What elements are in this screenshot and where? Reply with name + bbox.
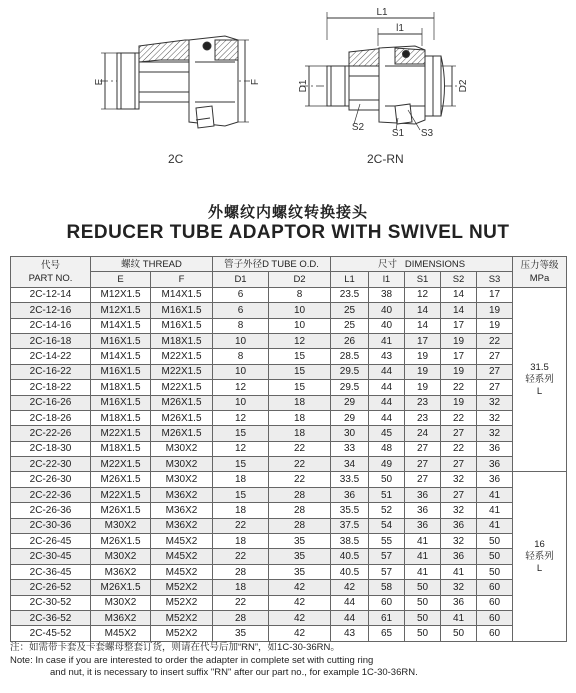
pressure-class-cell [513,472,567,641]
table-cell: M22X1.5 [91,457,151,472]
table-cell: 27 [441,426,477,441]
table-cell: 41 [477,503,513,518]
table-cell: 29 [331,395,369,410]
table-cell: 18 [269,410,331,425]
table-cell: M36X2 [151,503,213,518]
table-cell: M22X1.5 [91,487,151,502]
part-no-cell: 2C-26-36 [11,503,91,518]
table-cell: 35 [269,564,331,579]
table-cell: M45X2 [151,564,213,579]
header-col-d2: D2 [269,272,331,287]
header-thread: 螺纹 THREAD [91,257,213,272]
table-cell: 12 [213,410,269,425]
table-cell: 33.5 [331,472,369,487]
table-cell: 12 [269,333,331,348]
table-cell: 41 [405,564,441,579]
table-cell: M26X1.5 [91,472,151,487]
table-cell: 27 [405,472,441,487]
table-cell: 22 [269,472,331,487]
table-cell: M16X1.5 [151,303,213,318]
table-cell: 28 [213,610,269,625]
table-cell: M16X1.5 [91,333,151,348]
table-cell: M12X1.5 [91,287,151,302]
table-cell: M26X1.5 [151,410,213,425]
table-cell: 48 [369,441,405,456]
table-cell: M16X1.5 [91,364,151,379]
table-cell: 19 [441,333,477,348]
table-cell: 17 [477,287,513,302]
table-cell: 19 [405,380,441,395]
caption-2c: 2C [168,152,184,166]
table-cell: 10 [269,318,331,333]
table-cell: 60 [477,610,513,625]
table-row [11,441,567,456]
table-cell: 54 [369,518,405,533]
dim-label-l1: l1 [396,23,404,34]
table-cell: 41 [405,549,441,564]
header-col-l1-small: l1 [369,272,405,287]
table-cell: 33 [331,441,369,456]
table-cell: M22X1.5 [151,380,213,395]
part-no-cell: 2C-22-30 [11,457,91,472]
table-cell: 40.5 [331,549,369,564]
table-row [11,610,567,625]
table-cell: 36 [477,441,513,456]
table-cell: 19 [405,364,441,379]
table-cell: 28 [269,518,331,533]
table-row [11,287,567,302]
table-cell: 36 [477,472,513,487]
header-col-f: F [151,272,213,287]
table-cell: 41 [405,534,441,549]
table-cell: 23.5 [331,287,369,302]
header-col-s3: S3 [477,272,513,287]
table-cell: 44 [369,380,405,395]
table-cell: 10 [269,303,331,318]
table-cell: 29.5 [331,380,369,395]
table-row [11,303,567,318]
dim-label-s2: S2 [351,122,365,133]
table-row [11,380,567,395]
table-cell: 22 [213,518,269,533]
table-cell: M30X2 [91,518,151,533]
table-cell: M30X2 [151,441,213,456]
table-cell: 19 [441,395,477,410]
header-col-s1: S1 [405,272,441,287]
drawing-2c [100,36,250,128]
table-cell: 49 [369,457,405,472]
table-row [11,534,567,549]
table-cell: 6 [213,287,269,302]
dim-label-f: F [250,78,261,86]
table-row [11,503,567,518]
table-cell: 40 [369,303,405,318]
table-cell: 19 [477,303,513,318]
table-cell: M26X1.5 [91,580,151,595]
table-cell: 22 [441,380,477,395]
part-no-cell: 2C-18-22 [11,380,91,395]
header-pressure: 压力等级 MPa [513,257,567,288]
table-cell: 35 [213,626,269,641]
part-no-cell: 2C-26-52 [11,580,91,595]
table-cell: 41 [477,518,513,533]
table-cell: 23 [405,395,441,410]
table-cell: 8 [269,287,331,302]
table-cell: 35 [269,549,331,564]
table-cell: 44 [331,610,369,625]
table-cell: 12 [213,441,269,456]
table-cell: M26X1.5 [91,503,151,518]
table-cell: 14 [441,303,477,318]
table-cell: 61 [369,610,405,625]
header-tube-od: 管子外径D TUBE O.D. [213,257,331,272]
table-cell: 25 [331,318,369,333]
table-cell: 15 [213,487,269,502]
table-cell: 15 [213,426,269,441]
table-cell: M52X2 [151,580,213,595]
header-col-l1: L1 [331,272,369,287]
table-row [11,457,567,472]
table-row [11,333,567,348]
table-row [11,564,567,579]
table-cell: 42 [269,595,331,610]
table-cell: 43 [369,349,405,364]
table-cell: 22 [441,410,477,425]
spec-table-body [11,287,567,641]
table-cell: 15 [269,364,331,379]
table-cell: 26 [331,333,369,348]
part-no-cell: 2C-36-52 [11,610,91,625]
table-cell: 27 [441,487,477,502]
table-cell: M30X2 [91,595,151,610]
part-no-cell: 2C-22-26 [11,426,91,441]
drawing-2c-rn [300,12,462,130]
part-no-cell: 2C-18-30 [11,441,91,456]
table-cell: 29 [331,410,369,425]
table-cell: 36 [331,487,369,502]
table-cell: M14X1.5 [151,287,213,302]
table-cell: M52X2 [151,610,213,625]
dim-label-s3: S3 [420,128,434,139]
table-cell: 60 [477,580,513,595]
table-cell: 22 [269,441,331,456]
table-cell: M18X1.5 [151,333,213,348]
part-no-cell: 2C-30-52 [11,595,91,610]
table-cell: 22 [441,441,477,456]
table-cell: 57 [369,564,405,579]
table-row [11,364,567,379]
table-cell: 36 [441,595,477,610]
table-cell: M26X1.5 [151,395,213,410]
table-cell: 50 [405,580,441,595]
table-cell: 38.5 [331,534,369,549]
table-cell: 17 [405,333,441,348]
table-cell: 18 [213,534,269,549]
table-cell: 27 [477,349,513,364]
table-cell: 35 [269,534,331,549]
table-cell: 40.5 [331,564,369,579]
table-cell: 18 [213,503,269,518]
pressure-class-value: 16 [534,538,545,550]
table-cell: 41 [441,610,477,625]
table-cell: 14 [405,318,441,333]
table-cell: 10 [213,333,269,348]
table-cell: M52X2 [151,595,213,610]
title-chinese: 外螺纹内螺纹转换接头 [207,203,368,221]
spec-table [10,256,567,642]
table-cell: 40 [369,318,405,333]
part-no-cell: 2C-14-16 [11,318,91,333]
table-cell: 34 [331,457,369,472]
table-cell: M30X2 [91,549,151,564]
note-english-line1: Note: In case if you are interested to order the adapter in complete set with cutting ring [10,654,374,666]
part-no-cell: 2C-12-16 [11,303,91,318]
part-no-cell: 2C-26-45 [11,534,91,549]
header-dimensions: 尺寸 DIMENSIONS [331,257,513,272]
table-cell: 60 [477,626,513,641]
header-part-no: 代号 PART NO. [11,257,91,288]
note-chinese: 注：如需带卡套及卡套螺母整套订货，则请在代号后加“RN”，如1C-30-36RN。 [10,642,340,653]
table-cell: 15 [269,349,331,364]
table-cell: 36 [405,518,441,533]
table-cell: 42 [331,580,369,595]
table-cell: 23 [405,410,441,425]
table-row [11,487,567,502]
table-cell: 32 [441,472,477,487]
table-cell: 36 [441,518,477,533]
table-cell: M36X2 [151,518,213,533]
note-english-line2: and nut, it is necessary to insert suffix "RN" after our part no., for example 1C-30-36RN. [50,667,418,678]
part-no-cell: 2C-16-26 [11,395,91,410]
table-cell: 50 [405,610,441,625]
technical-drawings [0,0,576,180]
table-cell: 32 [441,580,477,595]
table-cell: 27 [405,457,441,472]
table-cell: 50 [369,472,405,487]
table-cell: 19 [405,349,441,364]
table-cell: 8 [213,318,269,333]
part-no-cell: 2C-26-30 [11,472,91,487]
dim-label-d1: D1 [298,79,309,93]
table-cell: 36 [405,503,441,518]
dim-label-d2: D2 [458,79,469,93]
table-cell: M12X1.5 [91,303,151,318]
table-cell: 27 [477,364,513,379]
pressure-class-value: 31.5 [530,361,549,373]
table-cell: M45X2 [151,534,213,549]
table-cell: 25 [331,303,369,318]
table-cell: 15 [213,457,269,472]
table-cell: M22X1.5 [91,426,151,441]
table-cell: 44 [369,364,405,379]
table-row [11,410,567,425]
table-cell: M14X1.5 [91,318,151,333]
table-cell: 22 [269,457,331,472]
table-cell: 57 [369,549,405,564]
pressure-class-series: L [536,562,543,574]
table-row [11,318,567,333]
table-cell: M45X2 [151,549,213,564]
table-cell: M36X2 [151,487,213,502]
table-cell: M36X2 [91,564,151,579]
part-no-cell: 2C-16-22 [11,364,91,379]
title-english: REDUCER TUBE ADAPTOR WITH SWIVEL NUT [66,222,510,243]
table-row [11,426,567,441]
table-cell: 18 [213,472,269,487]
table-cell: 27 [441,457,477,472]
table-cell: 27 [405,441,441,456]
table-cell: 28 [269,503,331,518]
table-cell: M22X1.5 [151,349,213,364]
table-cell: 35.5 [331,503,369,518]
table-row [11,549,567,564]
table-cell: 44 [369,410,405,425]
table-row [11,626,567,641]
table-cell: 42 [269,626,331,641]
part-no-cell: 2C-16-18 [11,333,91,348]
table-cell: 43 [331,626,369,641]
table-cell: M36X2 [91,610,151,625]
table-row [11,349,567,364]
table-cell: 41 [477,487,513,502]
table-cell: 27 [477,380,513,395]
table-cell: M18X1.5 [91,380,151,395]
table-cell: 12 [405,287,441,302]
table-cell: M16X1.5 [151,318,213,333]
part-no-cell: 2C-22-36 [11,487,91,502]
dim-label-l1-total: L1 [376,7,388,18]
table-cell: 6 [213,303,269,318]
table-cell: M26X1.5 [151,426,213,441]
table-cell: 29.5 [331,364,369,379]
table-cell: 44 [331,595,369,610]
table-cell: M26X1.5 [91,534,151,549]
table-cell: 32 [477,426,513,441]
table-cell: 32 [477,395,513,410]
header-col-s2: S2 [441,272,477,287]
table-cell: 8 [213,349,269,364]
part-no-cell: 2C-18-26 [11,410,91,425]
table-cell: 50 [477,564,513,579]
table-cell: 12 [213,380,269,395]
header-col-e: E [91,272,151,287]
table-cell: 28 [269,487,331,502]
table-cell: 22 [213,549,269,564]
table-cell: 28 [213,564,269,579]
table-cell: 50 [477,534,513,549]
table-cell: 36 [477,457,513,472]
table-cell: 19 [477,318,513,333]
table-cell: 18 [269,395,331,410]
table-cell: M52X2 [151,626,213,641]
part-no-cell: 2C-14-22 [11,349,91,364]
table-cell: 50 [405,595,441,610]
table-row [11,580,567,595]
table-cell: M45X2 [91,626,151,641]
table-cell: 50 [405,626,441,641]
table-row [11,518,567,533]
table-cell: 60 [477,595,513,610]
table-row [11,395,567,410]
pressure-class-series: L [536,385,543,397]
table-cell: 36 [441,549,477,564]
part-no-cell: 2C-30-36 [11,518,91,533]
dim-label-e: E [94,78,105,86]
order-note [10,642,566,680]
table-cell: M16X1.5 [91,395,151,410]
table-cell: 45 [369,426,405,441]
table-cell: 50 [477,549,513,564]
part-no-cell: 2C-12-14 [11,287,91,302]
table-cell: 52 [369,503,405,518]
table-cell: 18 [269,426,331,441]
table-cell: 42 [269,580,331,595]
table-cell: 10 [213,364,269,379]
table-cell: M30X2 [151,472,213,487]
table-cell: 44 [369,395,405,410]
table-cell: 65 [369,626,405,641]
table-cell: 42 [269,610,331,625]
table-cell: 22 [477,333,513,348]
table-cell: 17 [441,318,477,333]
table-cell: 37.5 [331,518,369,533]
table-cell: M14X1.5 [91,349,151,364]
pressure-class-cell [513,287,567,472]
header-col-d1: D1 [213,272,269,287]
table-cell: 17 [441,349,477,364]
table-cell: 14 [405,303,441,318]
table-cell: 32 [477,410,513,425]
table-cell: 24 [405,426,441,441]
table-cell: 51 [369,487,405,502]
caption-2c-rn: 2C-RN [367,152,404,166]
table-cell: 32 [441,503,477,518]
table-cell: 32 [441,534,477,549]
part-no-cell: 2C-45-52 [11,626,91,641]
table-cell: M18X1.5 [91,410,151,425]
table-cell: 30 [331,426,369,441]
table-cell: M18X1.5 [91,441,151,456]
table-cell: 55 [369,534,405,549]
pressure-class-series-cn: 轻系列 [525,550,554,562]
table-cell: 38 [369,287,405,302]
table-cell: 19 [441,364,477,379]
table-cell: 14 [441,287,477,302]
table-cell: 58 [369,580,405,595]
table-cell: 28.5 [331,349,369,364]
pressure-class-series-cn: 轻系列 [525,373,554,385]
table-row [11,472,567,487]
table-cell: 10 [213,395,269,410]
dim-label-s1: S1 [391,128,405,139]
part-no-cell: 2C-30-45 [11,549,91,564]
table-cell: 60 [369,595,405,610]
part-no-cell: 2C-36-45 [11,564,91,579]
table-cell: 36 [405,487,441,502]
table-cell: M22X1.5 [151,364,213,379]
table-cell: 50 [441,626,477,641]
table-cell: 22 [213,595,269,610]
table-cell: 18 [213,580,269,595]
table-cell: M30X2 [151,457,213,472]
table-row [11,595,567,610]
table-cell: 41 [369,333,405,348]
table-cell: 41 [441,564,477,579]
table-cell: 15 [269,380,331,395]
